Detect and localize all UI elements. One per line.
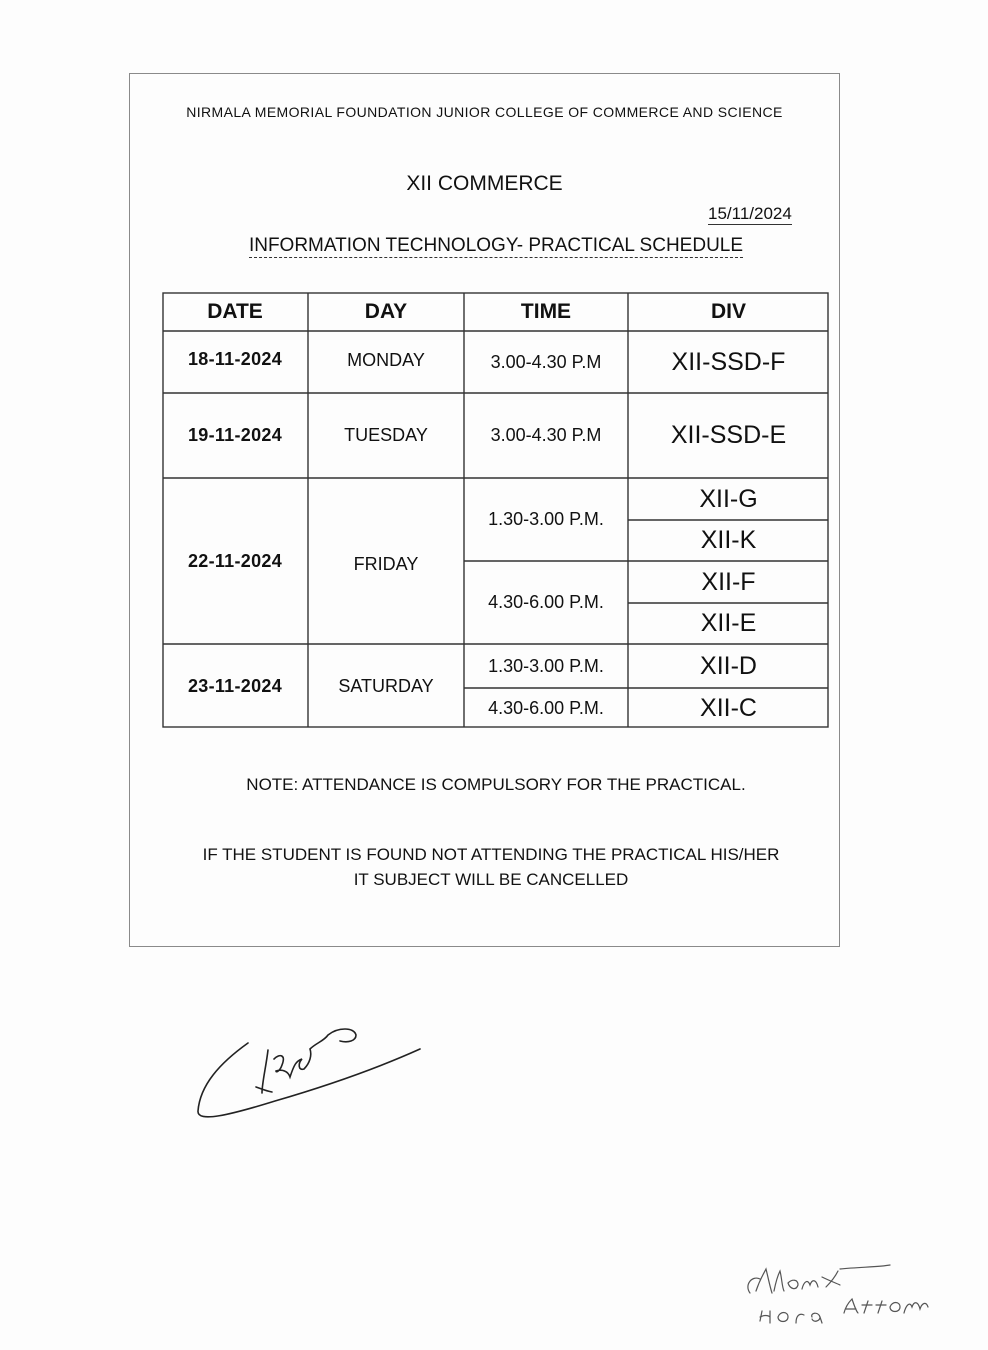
header-date: DATE: [207, 299, 263, 323]
row-1-div: XII-SSD-F: [671, 347, 786, 376]
row-4-date: 23-11-2024: [187, 675, 283, 696]
signature-image: [190, 1015, 430, 1125]
initials-handwriting: [740, 1255, 940, 1345]
attendance-note: NOTE: ATTENDANCE IS COMPULSORY FOR THE PRACTICAL.: [246, 775, 746, 794]
row-2-date: 19-11-2024: [187, 425, 283, 445]
document-date: 15/11/2024: [708, 204, 792, 223]
header-day: DAY: [364, 299, 408, 323]
header-div: DIV: [710, 299, 746, 323]
row-4-time-1: 1.30-3.00 P.M.: [488, 655, 604, 676]
row-2-div: XII-SSD-E: [670, 421, 787, 449]
warning-line-1: IF THE STUDENT IS FOUND NOT ATTENDING THE PRACTICAL HIS/HER: [202, 845, 780, 864]
row-3-time-2: 4.30-6.00 P.M.: [488, 592, 604, 612]
warning-line-2: IT SUBJECT WILL BE CANCELLED: [353, 870, 629, 889]
row-1-day: MONDAY: [347, 350, 425, 370]
row-3-div-4: XII-E: [700, 609, 757, 637]
row-3-div-3: XII-F: [701, 567, 756, 596]
row-3-div-2: XII-K: [700, 526, 757, 554]
cancellation-warning: [129, 842, 853, 892]
class-title: XII COMMERCE: [406, 172, 563, 195]
row-4-div-1: XII-D: [700, 651, 757, 680]
row-2-time: 3.00-4.30 P.M: [490, 425, 602, 445]
row-3-day: FRIDAY: [353, 553, 419, 574]
header-time: TIME: [520, 299, 572, 323]
schedule-title: [129, 235, 863, 257]
row-2-day: TUESDAY: [344, 425, 428, 445]
row-1-date: 18-11-2024: [187, 349, 283, 369]
college-name: NIRMALA MEMORIAL FOUNDATION JUNIOR COLLEGE OF COMMERCE AND SCIENCE: [186, 104, 783, 120]
row-4-day: SATURDAY: [338, 675, 434, 696]
row-4-div-2: XII-C: [700, 693, 757, 722]
row-1-time: 3.00-4.30 P.M: [490, 351, 602, 372]
row-3-date: 22-11-2024: [187, 550, 283, 571]
row-4-time-2: 4.30-6.00 P.M.: [488, 697, 604, 718]
row-3-div-1: XII-G: [699, 484, 758, 513]
practical-schedule-table: [162, 292, 829, 728]
row-3-time-1: 1.30-3.00 P.M.: [488, 509, 604, 529]
schedule-title-text: INFORMATION TECHNOLOGY- PRACTICAL SCHEDULE: [248, 235, 744, 256]
